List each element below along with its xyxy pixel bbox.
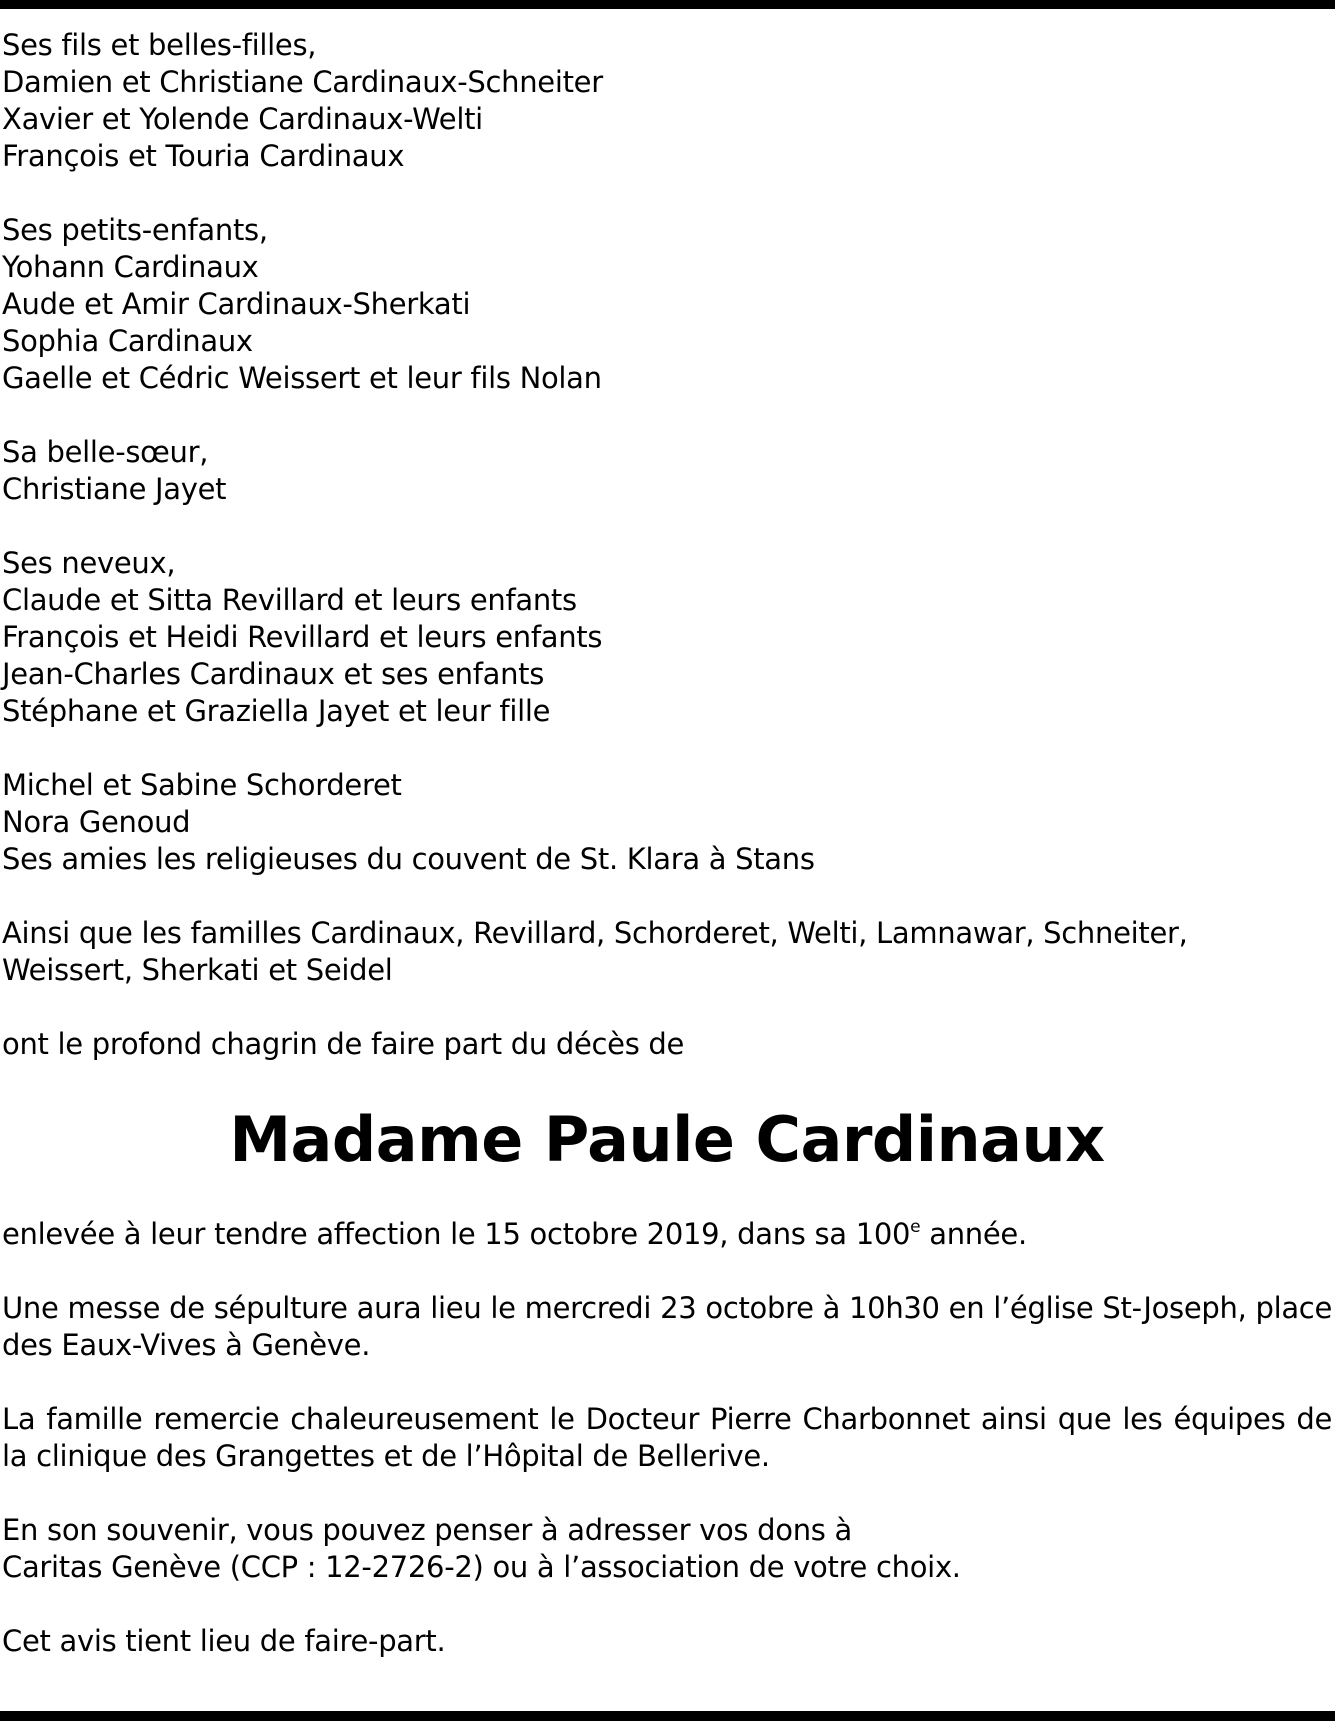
nephews-name-4: Stéphane et Graziella Jayet et leur fille <box>2 694 551 728</box>
sons-section <box>2 27 1332 175</box>
sister-in-law-heading: Sa belle-sœur, <box>2 435 209 469</box>
donations-line-1: En son souvenir, vous pouvez penser à adresser vos dons à <box>2 1513 852 1547</box>
bottom-rule <box>0 1711 1335 1721</box>
death-text-end: année. <box>920 1217 1027 1251</box>
friend-3: Ses amies les religieuses du couvent de St. Klara à Stans <box>2 842 815 876</box>
funeral-mass-text: Une messe de sépulture aura lieu le mercredi 23 octobre à 10h30 en l’église St-Joseph, place des Eaux-Vives à Genève. <box>2 1291 1332 1362</box>
top-rule <box>0 0 1335 9</box>
grandchildren-name-2: Aude et Amir Cardinaux-Sherkati <box>2 287 471 321</box>
nephews-name-3: Jean-Charles Cardinaux et ses enfants <box>2 657 545 691</box>
sons-name-2: Xavier et Yolende Cardinaux-Welti <box>2 102 483 136</box>
deceased-name: Madame Paule Cardinaux <box>229 1103 1105 1176</box>
obituary-notice <box>2 27 1332 1697</box>
families-section <box>2 915 1332 989</box>
families-line-2: Weissert, Sherkati et Seidel <box>2 953 393 987</box>
grandchildren-name-3: Sophia Cardinaux <box>2 324 253 358</box>
sons-name-3: François et Touria Cardinaux <box>2 139 405 173</box>
ordinal-superscript: e <box>910 1217 921 1237</box>
grandchildren-name-4: Gaelle et Cédric Weissert et leur fils Nolan <box>2 361 602 395</box>
sons-heading: Ses fils et belles-filles, <box>2 28 317 62</box>
death-text-main: enlevée à leur tendre affection le 15 octobre 2019, dans sa 100 <box>2 1217 911 1251</box>
thanks-text: La famille remercie chaleureusement le Docteur Pierre Charbonnet ainsi que les équipes de la clinique des Grangettes et de l’Hôpital de Bellerive. <box>2 1402 1332 1473</box>
friend-2: Nora Genoud <box>2 805 191 839</box>
donations-line-2: Caritas Genève (CCP : 12-2726-2) ou à l’association de votre choix. <box>2 1550 961 1584</box>
sons-name-1: Damien et Christiane Cardinaux-Schneiter <box>2 65 603 99</box>
death-date-text <box>2 1216 1332 1253</box>
grandchildren-name-1: Yohann Cardinaux <box>2 250 259 284</box>
grandchildren-heading: Ses petits-enfants, <box>2 213 268 247</box>
donations-section <box>2 1512 1332 1586</box>
families-line-1: Ainsi que les familles Cardinaux, Revillard, Schorderet, Welti, Lamnawar, Schneiter, <box>2 916 1188 950</box>
announcement-text: ont le profond chagrin de faire part du décès de <box>2 1027 685 1061</box>
friends-section <box>2 767 1332 878</box>
nephews-heading: Ses neveux, <box>2 546 176 580</box>
nephews-section <box>2 545 1332 730</box>
nephews-name-2: François et Heidi Revillard et leurs enfants <box>2 620 603 654</box>
sister-in-law-section <box>2 434 1332 508</box>
grandchildren-section <box>2 212 1332 397</box>
nephews-name-1: Claude et Sitta Revillard et leurs enfants <box>2 583 577 617</box>
sister-in-law-name: Christiane Jayet <box>2 472 227 506</box>
closing-text: Cet avis tient lieu de faire-part. <box>2 1624 446 1658</box>
friend-1: Michel et Sabine Schorderet <box>2 768 402 802</box>
